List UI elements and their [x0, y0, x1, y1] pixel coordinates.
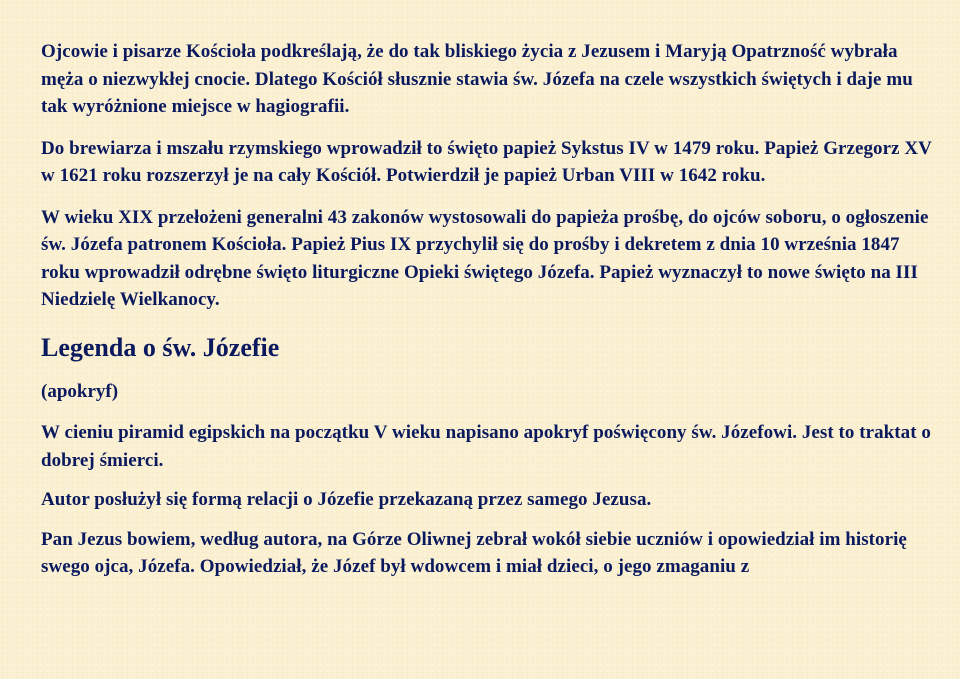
- paragraph-author-form: Autor posłużył się formą relacji o Józefie przekazaną przez samego Jezusa.: [41, 489, 652, 510]
- paragraph-breviary-history: Do brewiarza i mszału rzymskiego wprowadził to święto papież Sykstus IV w 1479 roku. Papież Grzegorz XV w 1621 roku rozszerzył je na cały Kościół. Potwierdził je papież Urban VIII w 1642 roku.: [41, 137, 932, 186]
- paragraph-apocrypha-origin: W cieniu piramid egipskich na początku V wieku napisano apokryf poświęcony św. Józefowi. Jest to traktat o dobrej śmierci.: [41, 422, 931, 471]
- paragraph-church-fathers: Ojcowie i pisarze Kościoła podkreślają, że do tak bliskiego życia z Jezusem i Maryją Opatrzność wybrała męża o niezwykłej cnocie. Dlatego Kościół słusznie stawia św. Józefa na czele wszystkich świętych i daje mu tak wyróżnione miejsce w hagiografii.: [41, 41, 913, 117]
- section-heading: Legenda o św. Józefie: [41, 332, 280, 362]
- paragraph-patron-of-church: W wieku XIX przełożeni generalni 43 zakonów wystosowali do papieża prośbę, do ojców soboru, o ogłoszenie św. Józefa patronem Kościoła. Papież Pius IX przychylił się do prośby i dekretem z dnia 10 września 1847 roku wprowadził odrębne święto liturgiczne Opieki świętego Józefa. Papież wyznaczył to nowe święto na III Niedzielę Wielkanocy.: [41, 206, 929, 310]
- paragraph-mount-of-olives: Pan Jezus bowiem, według autora, na Górze Oliwnej zebrał wokół siebie uczniów i opowiedział im historię swego ojca, Józefa. Opowiedział, że Józef był wdowcem i miał dzieci, o jego zmaganiu z: [41, 528, 907, 577]
- section-subheading: (apokryf): [41, 380, 119, 402]
